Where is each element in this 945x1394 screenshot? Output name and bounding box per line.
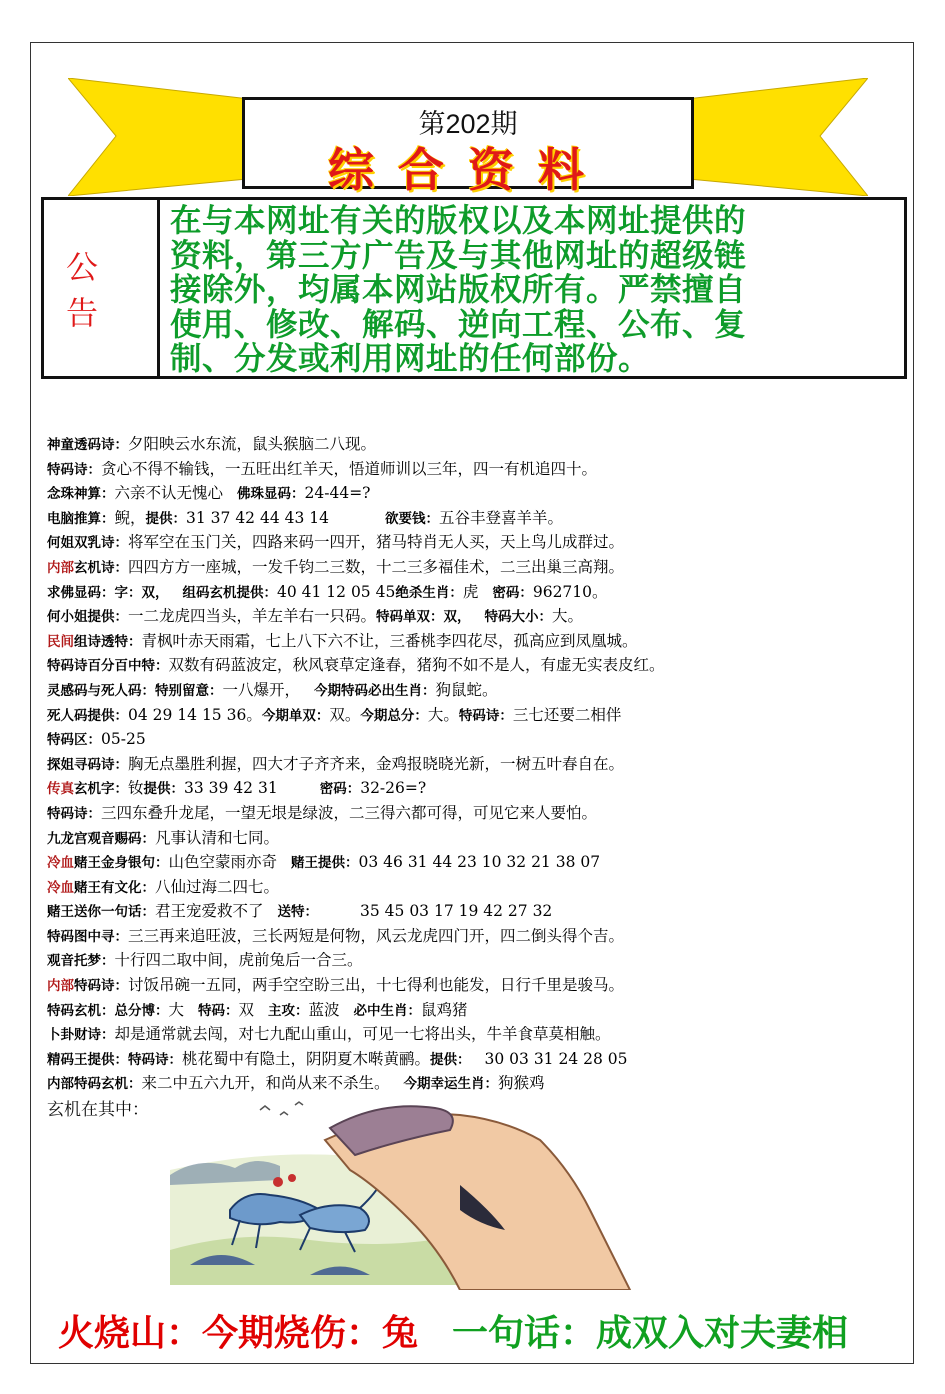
line-value: 钕 <box>128 779 144 798</box>
line-key: 密码： <box>492 584 533 601</box>
line-key: 赌王提供： <box>291 855 359 872</box>
line-key: 特码诗： <box>74 978 128 995</box>
line-value: 05-25 <box>101 730 146 749</box>
line-key: 特码诗： <box>47 805 101 822</box>
line-value: 青枫叶赤天雨霜，七上八下六不让，三番桃李四花尽，孤高应到凤凰城。 <box>141 631 638 650</box>
xuanji-label: 玄机在其中： <box>47 1100 149 1120</box>
line-value: 贪心不得不输钱，一五旺出红羊天，悟道师训以三年，四一有机追四十。 <box>101 459 598 478</box>
line-value: 鼠鸡猪 <box>421 1000 468 1019</box>
line-value: 桃花蜀中有隐土，阴阴夏木啭黄鹂。 <box>182 1049 431 1068</box>
line-value: 狗猴鸡 <box>498 1074 545 1093</box>
line-value: 十行四二取中间，虎前兔后一合三。 <box>114 951 363 970</box>
line-value: 君王宠爱救不了 <box>155 902 264 921</box>
line-value: 04 29 14 15 36。 <box>128 705 262 724</box>
line-key: 密码： <box>319 781 361 798</box>
line-key: 特码单双：双， <box>376 609 471 626</box>
line-value: 八仙过海二四七。 <box>155 877 280 896</box>
info-line <box>47 924 907 949</box>
line-key: 死人码提供： <box>47 707 128 724</box>
line-key: 何姐双乳诗： <box>47 535 128 552</box>
line-value: 33 39 42 31 <box>184 779 278 798</box>
right-yellow-ribbon <box>678 78 868 196</box>
info-line <box>47 850 907 875</box>
info-line <box>47 998 907 1023</box>
info-line <box>47 727 907 752</box>
line-key: 念珠神算： <box>47 486 115 503</box>
line-key: 特码： <box>198 1002 239 1019</box>
line-value: 24-44=? <box>304 484 371 503</box>
line-key: 玄机诗： <box>74 559 128 576</box>
info-line <box>47 1071 907 1096</box>
line-key: 内部 <box>47 978 74 995</box>
line-key: 内部特码玄机： <box>47 1076 142 1093</box>
info-line <box>47 555 907 580</box>
line-value: 四四方方一座城，一发千钧二三数，十二三多福佳术，二三出巢三高翔。 <box>128 557 625 576</box>
line-key: 赌王送你一句话： <box>47 904 155 921</box>
line-key: 灵感码与死人码： <box>47 682 155 699</box>
line-value: 凡事认清和七同。 <box>155 828 280 847</box>
line-key: 特码诗： <box>458 707 513 724</box>
line-value: 山色空蒙雨亦奇 <box>168 853 278 872</box>
line-value: 三三再来追旺波，三长两短是何物，风云龙虎四门开，四二倒头得个吉。 <box>128 926 625 945</box>
line-value: 35 45 03 17 19 42 27 32 <box>360 902 553 921</box>
line-value: 大。 <box>552 607 584 626</box>
info-line <box>47 801 907 826</box>
line-value: 一二龙虎四当头，羊左羊右一只码。 <box>128 607 377 626</box>
info-line <box>47 1022 907 1047</box>
line-key: 特码诗： <box>128 1051 182 1068</box>
line-key: 特码大小： <box>484 609 553 626</box>
info-line <box>47 506 907 531</box>
line-value: 双。 <box>329 705 361 724</box>
line-value: 胸无点墨胜利握，四大才子齐齐来，金鸡报晓晓光新，一树五叶春自在。 <box>128 754 625 773</box>
info-line <box>47 899 907 924</box>
notice-line: 资料，第三方广告及与其他网址的超级链 <box>170 236 747 274</box>
line-value: 鲵， <box>114 508 146 527</box>
notice-line: 制、分发或利用网址的任何部份。 <box>170 340 651 377</box>
line-value: 40 41 12 05 45 <box>277 582 396 601</box>
line-key: 提供： <box>145 510 187 527</box>
title-box <box>242 97 694 197</box>
line-key: 探姐寻码诗： <box>47 756 128 773</box>
line-key: 冷血 <box>47 855 74 872</box>
line-key: 今期单双： <box>261 707 330 724</box>
line-key: 字：双， <box>114 584 169 601</box>
line-key: 神童透码诗： <box>47 437 128 453</box>
line-key: 特码区： <box>47 732 101 749</box>
line-key: 提供： <box>143 781 185 798</box>
line-value: 却是通常就去闯，对七九配山重山，可见一七将出头，牛羊食草莫相触。 <box>114 1025 611 1044</box>
notice-box <box>41 197 907 379</box>
line-key: 特码诗： <box>47 461 101 478</box>
line-value: 31 37 42 44 43 14 <box>186 508 329 527</box>
info-line <box>47 481 907 506</box>
line-key: 求佛显码： <box>47 584 115 601</box>
line-key: 观音托梦： <box>47 953 115 970</box>
line-value: 大 <box>168 1000 185 1019</box>
info-line <box>47 457 907 482</box>
line-key: 今期特码必出生肖： <box>314 682 436 699</box>
line-key: 赌王金身银句： <box>74 855 169 872</box>
line-key: 卜卦财诗： <box>47 1027 115 1044</box>
line-value: 夕阳映云水东流，鼠头猴脑二八现。 <box>128 435 377 453</box>
line-value: 双 <box>238 1000 255 1019</box>
line-key: 绝杀生肖： <box>395 584 463 601</box>
line-value: 讨饭吊碗一五同，两手空空盼三出，十七得利也能发，日行千里是骏马。 <box>128 976 625 995</box>
info-line <box>47 604 907 629</box>
notice-label: 公告 <box>44 200 160 376</box>
line-key: 特别留意： <box>155 682 223 699</box>
line-value: 来二中五六九开，和尚从来不杀生。 <box>141 1074 390 1093</box>
info-line <box>47 703 907 728</box>
line-key: 必中生肖： <box>353 1002 422 1019</box>
info-line <box>47 629 907 654</box>
line-key: 佛珠显码： <box>237 486 305 503</box>
line-key: 九龙宫观音赐码： <box>47 830 155 847</box>
footer-banner <box>58 1305 848 1356</box>
line-key: 提供： <box>430 1051 471 1068</box>
info-line <box>47 432 907 457</box>
notice-text <box>170 204 870 377</box>
info-line <box>47 653 907 678</box>
info-lines <box>47 432 907 1096</box>
info-line <box>47 752 907 777</box>
line-key: 精码王提供： <box>47 1051 128 1068</box>
line-value: 大。 <box>427 705 459 724</box>
line-value: 30 03 31 24 28 05 <box>484 1049 628 1068</box>
line-value: 将军空在玉门关，四路来码一四开，猪马特肖无人买，天上鸟儿成群过。 <box>128 533 625 552</box>
line-key: 总分博： <box>114 1002 169 1019</box>
info-line <box>47 530 907 555</box>
line-key: 内部 <box>47 559 74 576</box>
page-title: 综合资料 <box>328 143 608 197</box>
info-line <box>47 678 907 703</box>
line-value: 虎 <box>462 582 479 601</box>
notice-line: 接除外，均属本网站版权所有。严禁擅自 <box>170 271 747 308</box>
line-key: 欲要钱： <box>385 510 439 527</box>
line-value: 五谷丰登喜羊羊。 <box>439 508 564 527</box>
line-key: 何小姐提供： <box>47 609 128 626</box>
issue-number: 第202期 <box>418 109 518 139</box>
info-line <box>47 1047 907 1072</box>
info-line <box>47 580 907 605</box>
info-line <box>47 875 907 900</box>
info-line <box>47 776 907 801</box>
line-key: 民间 <box>47 633 74 650</box>
line-key: 玄机字： <box>74 781 128 798</box>
line-value: 一八爆开， <box>222 680 301 699</box>
line-key: 组诗透特： <box>74 633 142 650</box>
line-value: 03 46 31 44 23 10 32 21 38 07 <box>358 853 601 872</box>
line-key: 组码玄机提供： <box>182 584 277 601</box>
line-value: 三四东叠升龙尾，一望无垠是绿波，二三得六都可得，可见它来人要怕。 <box>101 803 598 822</box>
line-key: 电脑推算： <box>47 510 115 527</box>
line-value: 狗鼠蛇。 <box>435 680 498 699</box>
info-line <box>47 973 907 998</box>
line-value: 三七还要二相伴 <box>512 705 622 724</box>
line-key: 送特： <box>277 904 319 921</box>
info-line <box>47 826 907 851</box>
line-key: 传真 <box>47 781 74 798</box>
line-key: 冷血 <box>47 879 74 896</box>
line-value: 六亲不认无愧心 <box>114 484 224 503</box>
notice-line: 使用、修改、解码、逆向工程、公布、复 <box>170 305 747 343</box>
line-value: 32-26=? <box>360 779 427 798</box>
notice-line: 在与本网址有关的版权以及本网址提供的 <box>170 202 747 239</box>
line-key: 特码图中寻： <box>47 928 128 945</box>
left-yellow-ribbon <box>68 78 258 196</box>
line-value: 蓝波 <box>308 1000 340 1019</box>
info-line <box>47 948 907 973</box>
footer-yijuhua: 一句话：成双入对夫妻相 <box>452 1312 849 1354</box>
line-value: 962710。 <box>532 582 608 601</box>
illustration-image <box>160 1100 720 1290</box>
line-key: 今期幸运生肖： <box>403 1076 499 1093</box>
line-key: 特码诗百分百中特： <box>47 658 169 675</box>
line-key: 特码玄机： <box>47 1002 115 1019</box>
line-key: 赌王有文化： <box>74 879 155 896</box>
footer-huoshaoshan: 火烧山：今期烧伤：兔 <box>58 1312 419 1354</box>
line-key: 今期总分： <box>360 707 428 724</box>
line-key: 主攻： <box>268 1002 309 1019</box>
line-value: 双数有码蓝波定，秋风衰草定逢春，猪狗不如不是人，有虚无实表皮红。 <box>168 656 665 675</box>
